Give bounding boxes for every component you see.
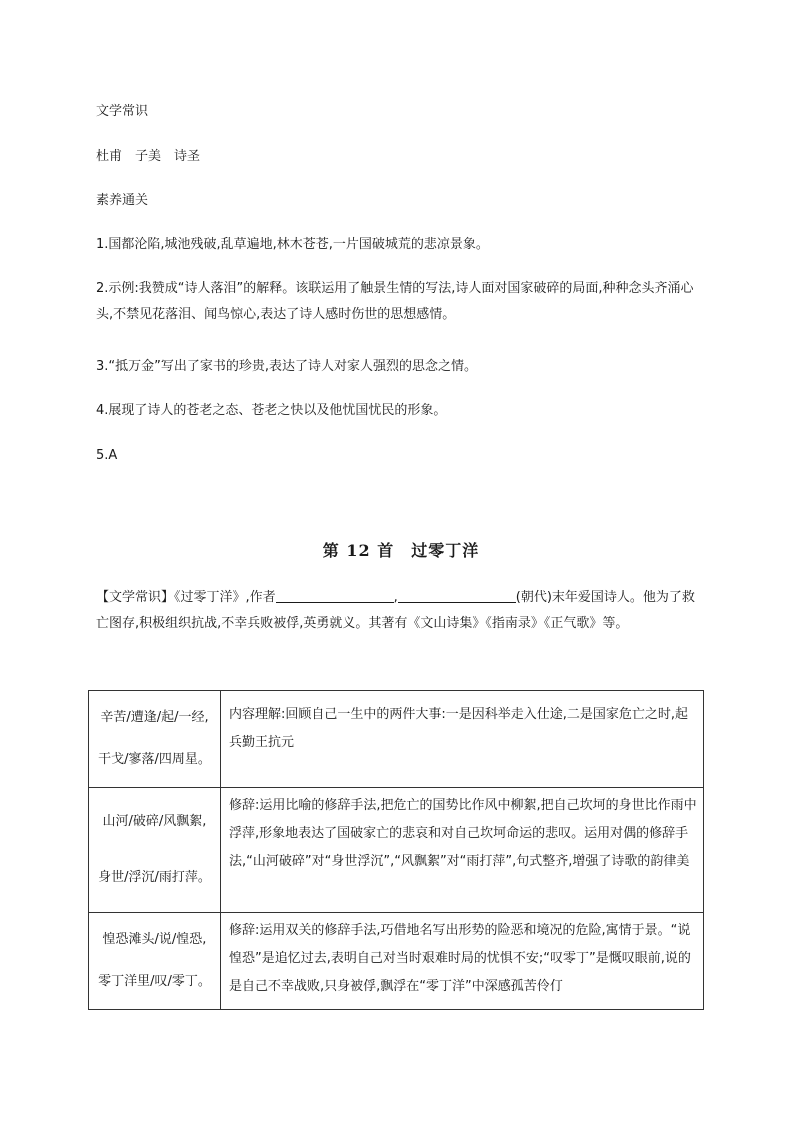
verse-line: 惶恐滩头/说/惶恐,: [102, 932, 207, 947]
verse-line: 干戈/寥落/四周星。: [98, 752, 211, 767]
verse-line: 辛苦/遭逢/起/一经,: [100, 710, 209, 725]
note-cell: 修辞:运用双关的修辞手法,巧借地名写出形势的险恶和境况的危险,寓情于景。“说惶恐”是追忆过去,表明自己对当时艰难时局的忧惧不安;“叹零丁”是慨叹眼前,说的是自己不幸战败,只身被俘,飘浮在“零丁洋”中深感孤苦伶仃: [221, 913, 704, 1010]
intro-before: 【文学常识】《过零丁洋》,作者: [96, 590, 276, 605]
table-row: [89, 788, 704, 913]
literary-heading: 文学常识: [96, 104, 149, 119]
poem-title: 第 12 首 过零丁洋: [322, 541, 480, 560]
poem-analysis-table: [88, 690, 704, 1010]
intro-comma: ,: [393, 590, 398, 605]
table-row: [89, 691, 704, 788]
literary-answer: 杜甫 子美 诗圣: [96, 149, 201, 164]
answer-item: 5.A: [96, 448, 118, 463]
verse-cell: [89, 691, 221, 788]
verse-line: 身世/浮沉/雨打萍。: [98, 870, 211, 885]
poem-intro: [96, 585, 706, 637]
verse-line: 零丁洋里/叹/零丁。: [98, 974, 211, 989]
answer-item: 2.示例:我赞成“诗人落泪”的解释。该联运用了触景生情的写法,诗人面对国家破碎的局面,种种念头齐涌心头,不禁见花落泪、闻鸟惊心,表达了诗人感时伤世的思想感情。: [96, 281, 694, 322]
verse-cell: [89, 913, 221, 1010]
practice-heading: 素养通关: [96, 193, 149, 208]
author-blank[interactable]: [276, 588, 394, 603]
verse-line: 山河/破碎/风飘絮,: [102, 814, 207, 829]
intro-after: (朝代)末年爱国诗人。他为了救亡图存,积极组织抗战,不幸兵败被俘,英勇就义。其著有《文山诗集》《指南录》《正气歌》等。: [96, 590, 695, 631]
table-row: [89, 913, 704, 1010]
answer-item: 3.“抵万金”写出了家书的珍贵,表达了诗人对家人强烈的思念之情。: [96, 359, 478, 374]
dynasty-blank[interactable]: [398, 588, 516, 603]
note-cell: 修辞:运用比喻的修辞手法,把危亡的国势比作风中柳絮,把自己坎坷的身世比作雨中浮萍,形象地表达了国破家亡的悲哀和对自己坎坷命运的悲叹。运用对偶的修辞手法,“山河破碎”对“身世浮沉”,“风飘絮”对“雨打萍”,句式整齐,增强了诗歌的韵律美: [221, 788, 704, 913]
answer-item: 4.展现了诗人的苍老之态、苍老之快以及他忧国忧民的形象。: [96, 403, 447, 418]
answer-item: 1.国都沦陷,城池残破,乱草遍地,林木苍苍,一片国破城荒的悲凉景象。: [96, 237, 489, 252]
verse-cell: [89, 788, 221, 913]
note-cell: 内容理解:回顾自己一生中的两件大事:一是因科举走入仕途,二是国家危亡之时,起兵勤王抗元: [221, 691, 704, 788]
